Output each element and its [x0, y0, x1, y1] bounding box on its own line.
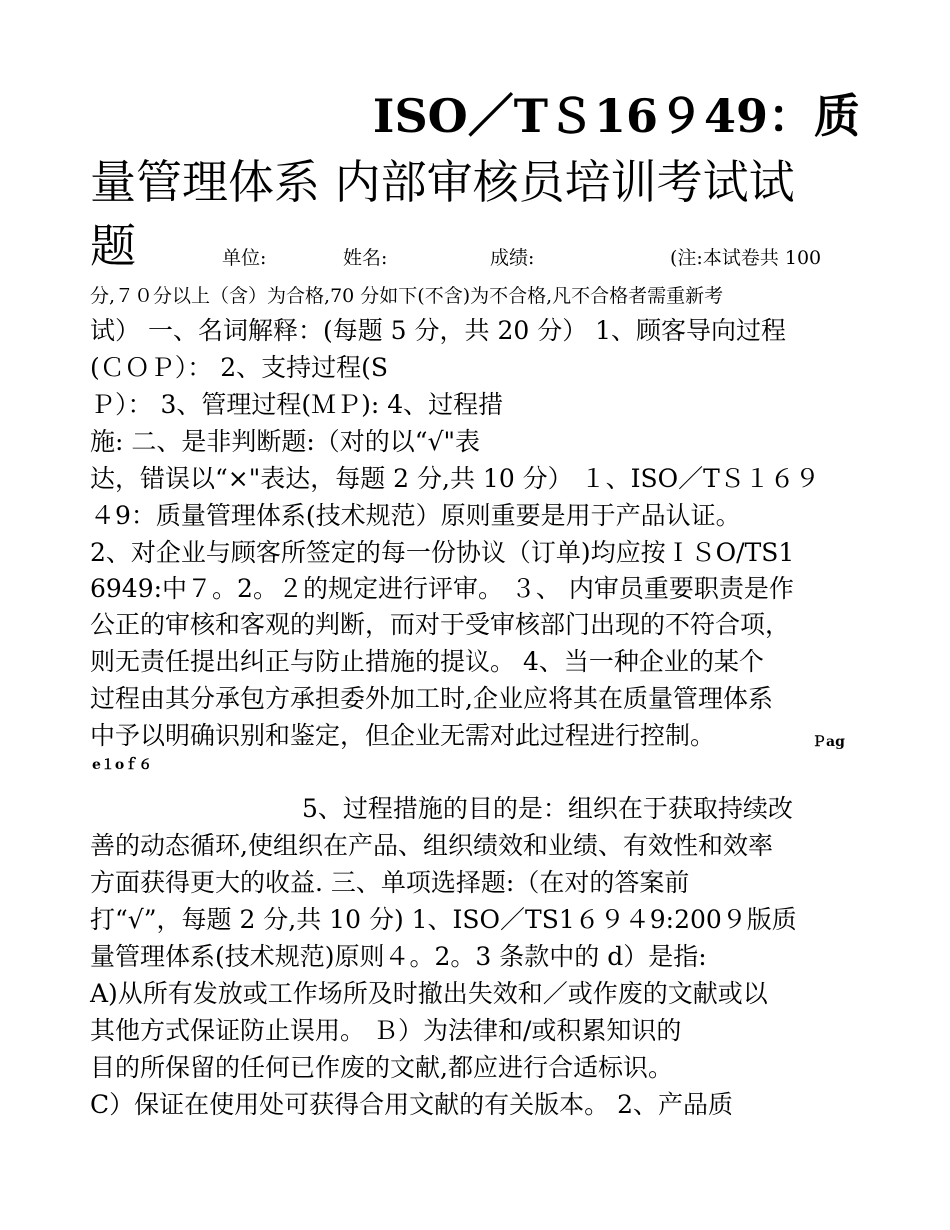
body-line: 善的动态循环,使组织在产品、组织绩效和业绩、有效性和效率	[90, 831, 773, 860]
body-line: (ＣＯＰ）： 2、支持过程(S	[90, 353, 388, 382]
body-line: 方面获得更大的收益. 三、单项选择题:（在对的答案前	[90, 868, 690, 897]
title-line-1: ISO／TＳ16９49：质	[372, 89, 860, 143]
body-line: ４9：质量管理体系(技术规范）原则重要是用于产品认证。	[90, 501, 741, 530]
body-line: 6949:中７。2。２的规定进行评审。 ３、 内审员重要职责是作	[90, 574, 794, 603]
body-line: 达，错误以“×"表达，每题 2 分,共 10 分） １、ISO／TＳ１６９	[90, 464, 820, 493]
note-text: (注:本试卷共 100	[670, 247, 822, 269]
body-line: 分,７０分以上（含）为合格,70 分如下(不含)为不合格,凡不合格者需重新考	[90, 285, 724, 307]
body-line: C）保证在使用处可获得合用文献的有关版本。 2、产品质	[90, 1090, 733, 1119]
body-line: 5、过程措施的目的是：组织在于获取持续改	[302, 794, 793, 823]
title-line-3: 题	[90, 219, 136, 273]
body-line: 则无责任提出纠正与防止措施的提议。 4、当一种企业的某个	[90, 647, 764, 676]
body-line: A)从所有发放或工作场所及时撤出失效和／或作废的文献或以	[90, 979, 768, 1008]
body-line: Ｐ）： 3、管理过程(ＭＰ): 4、过程措	[90, 390, 504, 419]
body-line: 施: 二、是非判断题:（对的以“√"表	[90, 427, 481, 456]
body-line: 目的所保留的任何已作废的文献,都应进行合适标识。	[90, 1053, 673, 1082]
title-line-2: 量管理体系 内部审核员培训考试试	[90, 155, 795, 209]
body-line: 公正的审核和客观的判断，而对于受审核部门出现的不符合项，	[90, 610, 791, 639]
body-line: 量管理体系(技术规范)原则４。2。3 条款中的 d）是指:	[90, 942, 707, 971]
page-footer-label-b: e１oｆ６	[92, 757, 153, 773]
body-line: 试） 一、名词解释：(每题 5 分，共 20 分） 1、顾客导向过程	[90, 316, 787, 345]
body-line: 打“√”，每题 2 分,共 10 分) 1、ISO／TS1６９４9:200９版质	[90, 905, 797, 934]
body-line: 中予以明确识别和鉴定，但企业无需对此过程进行控制。	[90, 721, 716, 750]
score-field-label: 成绩:	[490, 247, 535, 269]
page-footer-label-a: Ｐag	[812, 734, 845, 750]
body-line: 2、对企业与顾客所签定的每一份协议（订单)均应按ＩＳO/TS1	[90, 538, 795, 567]
body-line: 过程由其分承包方承担委外加工时,企业应将其在质量管理体系	[90, 684, 773, 713]
unit-field-label: 单位:	[222, 247, 267, 269]
name-field-label: 姓名:	[343, 247, 388, 269]
body-line: 其他方式保证防止误用。 Ｂ）为法律和/或积累知识的	[90, 1016, 682, 1045]
